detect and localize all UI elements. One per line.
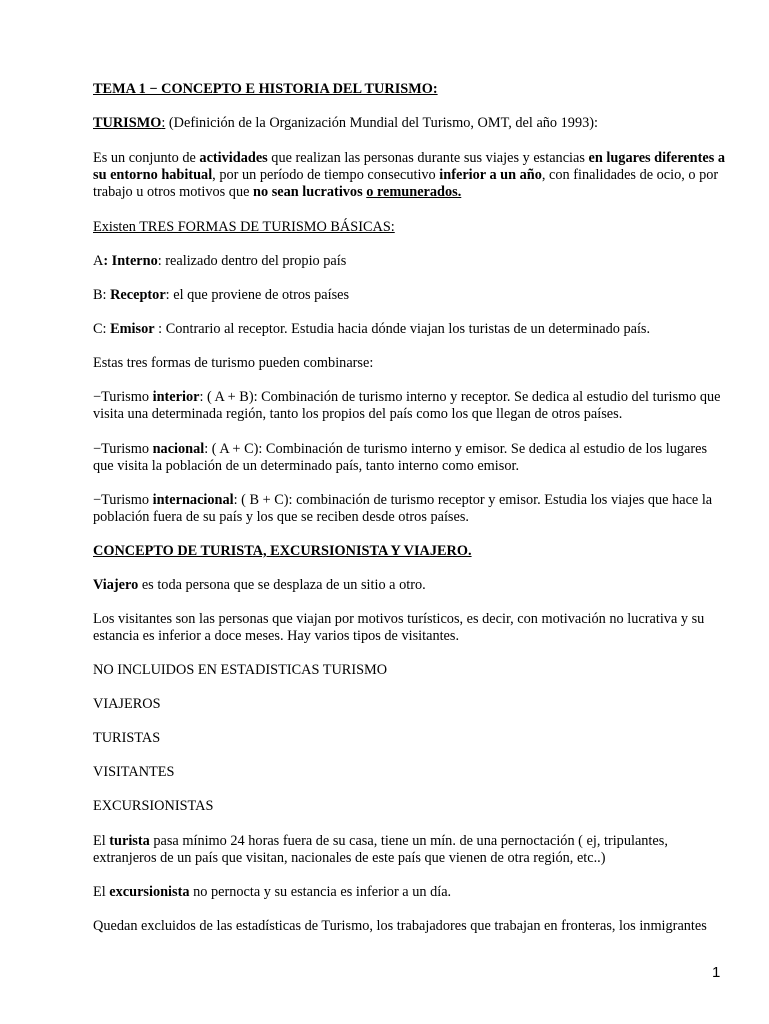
turista-paragraph: El turista pasa mínimo 24 horas fuera de su casa, tiene un mín. de una pernoctación ( ej, tripulantes, — [93, 833, 668, 849]
form-b: B: Receptor: el que proviene de otros países — [93, 287, 350, 303]
visitantes-paragraph: Los visitantes son las personas que viajan por motivos turísticos, es decir, con motivación no lucrativa y su — [93, 611, 705, 627]
form-a: A: Interno: realizado dentro del propio país — [93, 253, 347, 269]
concept-heading: CONCEPTO DE TURISTA, EXCURSIONISTA Y VIAJERO. — [93, 543, 472, 559]
turismo-definition-heading: TURISMO: (Definición de la Organización Mundial del Turismo, OMT, del año 1993): — [93, 115, 598, 131]
form-c: C: Emisor : Contrario al receptor. Estudia hacia dónde viajan los turistas de un determinado país. — [93, 321, 651, 337]
visitantes-paragraph-cont: estancia es inferior a doce meses. Hay varios tipos de visitantes. — [93, 628, 460, 644]
definition-line: trabajo u otros motivos que no sean lucrativos o remunerados. — [93, 184, 462, 200]
list-item: EXCURSIONISTAS — [93, 798, 214, 814]
definition-line: Es un conjunto de actividades que realizan las personas durante sus viajes y estancias en lugares diferentes a — [93, 150, 725, 166]
combo-nacional-cont: que visita la población de un determinado país, tanto interno como emisor. — [93, 458, 520, 474]
combine-paragraph: Estas tres formas de turismo pueden combinarse: — [93, 355, 374, 371]
turista-paragraph-cont: extranjeros de un país que visitan, nacionales de este país que vienen de otra región, etc..) — [93, 850, 606, 866]
viajero-paragraph: Viajero es toda persona que se desplaza de un sitio a otro. — [93, 577, 426, 593]
list-item: VIAJEROS — [93, 696, 161, 712]
forms-heading: Existen TRES FORMAS DE TURISMO BÁSICAS: — [93, 219, 395, 235]
combo-nacional: −Turismo nacional: ( A + C): Combinación de turismo interno y emisor. Se dedica al estudio de los lugares — [93, 441, 708, 457]
combo-internacional-cont: población fuera de su país y los que se reciben desde otros países. — [93, 509, 469, 525]
excluidos-paragraph: Quedan excluidos de las estadísticas de Turismo, los trabajadores que trabajan en fronteras, los inmigrantes — [93, 918, 707, 934]
combo-interior: −Turismo interior: ( A + B): Combinación de turismo interno y receptor. Se dedica al estudio del turismo que — [93, 389, 721, 405]
excursionista-paragraph: El excursionista no pernocta y su estancia es inferior a un día. — [93, 884, 452, 900]
list-item: VISITANTES — [93, 764, 175, 780]
definition-line: su entorno habitual, por un período de tiempo consecutivo inferior a un año, con finalidades de ocio, o por — [93, 167, 719, 183]
combo-internacional: −Turismo internacional: ( B + C): combinación de turismo receptor y emisor. Estudia los viajes que hace la — [93, 492, 713, 508]
page-number: 1 — [712, 964, 721, 981]
list-item: TURISTAS — [93, 730, 161, 746]
list-item: NO INCLUIDOS EN ESTADISTICAS TURISMO — [93, 662, 388, 678]
combo-interior-cont: visita una determinada región, tanto los propios del país como los que llegan de otros países. — [93, 406, 623, 422]
section-title: TEMA 1 − CONCEPTO E HISTORIA DEL TURISMO: — [93, 81, 438, 97]
